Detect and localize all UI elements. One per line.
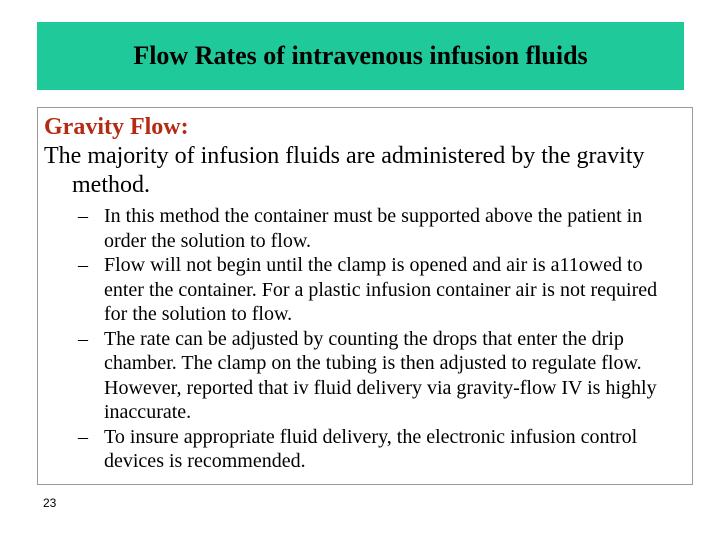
bullet-item: [78, 204, 684, 253]
intro-paragraph: The majority of infusion fluids are administered by the gravity method.: [44, 143, 645, 198]
bullet-item: [78, 327, 684, 425]
dash-marker: –: [78, 254, 88, 276]
content-box: [37, 107, 693, 485]
dash-marker: –: [78, 425, 88, 448]
bullet-text: In this method the container must be supported above the patient in order the solution to flow.: [104, 205, 643, 252]
page-number: 23: [43, 496, 57, 510]
section-heading-colon: :: [180, 114, 189, 140]
bullet-text: The rate can be adjusted by counting the drops that enter the drip chamber. The clamp on the tubing is then adjusted to regulate flow. However, reported that iv fluid delivery via gravity-flow IV is highly inaccurate.: [104, 327, 657, 423]
bullet-item: [78, 425, 684, 474]
bullet-item: [78, 253, 684, 327]
dash-marker: –: [78, 327, 88, 350]
slide-title: Flow Rates of intravenous infusion fluids: [133, 41, 588, 70]
dash-marker: –: [78, 205, 88, 227]
title-bar: [37, 22, 684, 90]
section-heading-text: Gravity Flow: [44, 114, 181, 140]
bullet-list: [78, 204, 684, 474]
bullet-text: To insure appropriate fluid delivery, the electronic infusion control devices is recommended.: [104, 425, 638, 472]
section-heading: [44, 112, 189, 142]
bullet-text: Flow will not begin until the clamp is opened and air is a11owed to enter the container. For a plastic infusion container air is not required for the solution to flow.: [104, 254, 658, 325]
